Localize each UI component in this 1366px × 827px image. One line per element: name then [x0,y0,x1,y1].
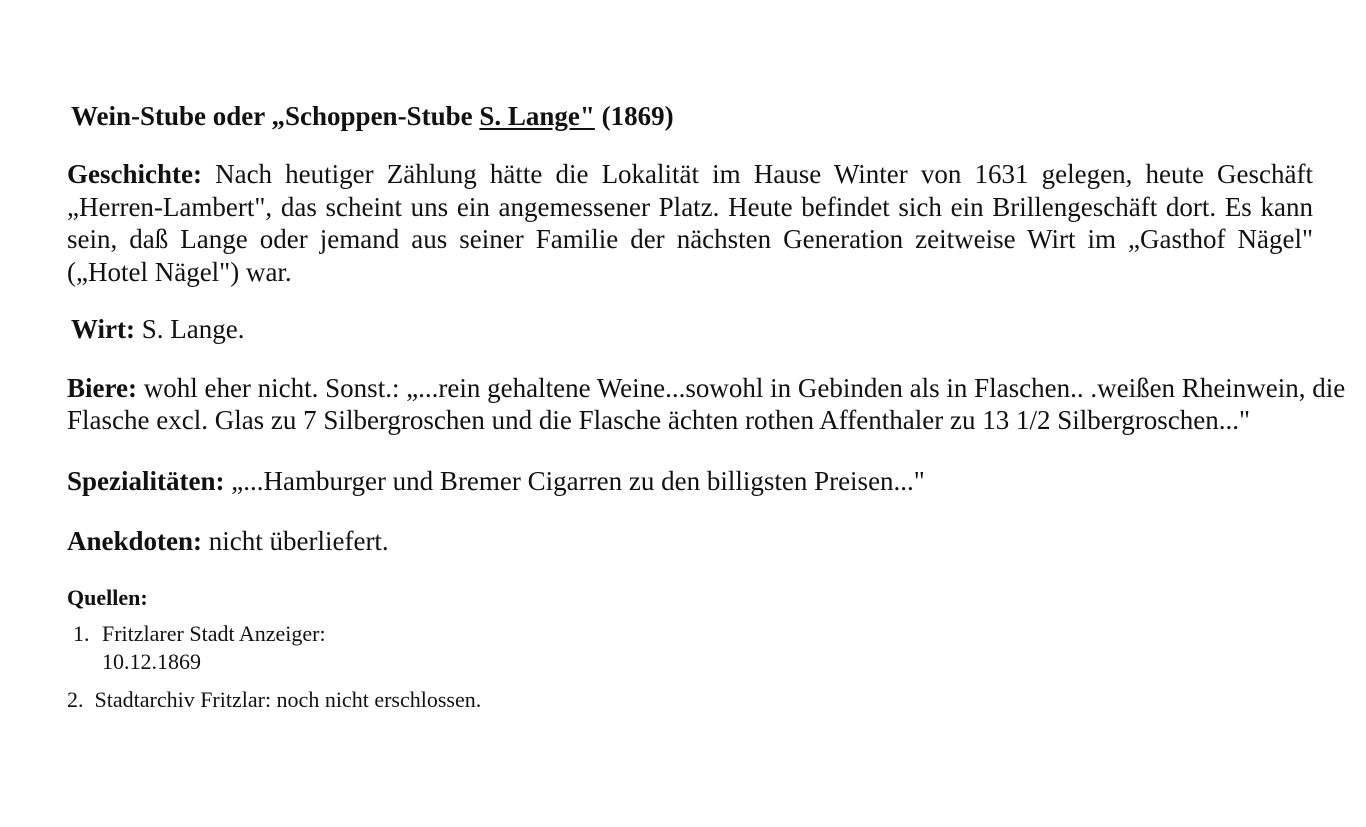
geschichte-label: Geschichte: [67,159,202,189]
quellen-heading: Quellen: [67,584,148,610]
section-anekdoten [67,525,1364,558]
title-year: (1869) [594,101,674,131]
wirt-text: S. Lange. [141,314,245,344]
section-spezialitaeten [67,465,1364,498]
source-text: Fritzlarer Stadt Anzeiger: 10.12.1869 [102,620,326,674]
biere-text-line-1: wohl eher nicht. Sonst.: „...rein gehaltene Weine...sowohl in Gebinden als in Flaschen.. .weißen Rheinwein, die [143,372,1346,403]
wirt-label: Wirt: [71,314,135,344]
section-geschichte [67,158,1313,288]
source-item [67,620,382,676]
spezialitaeten-text: „...Hamburger und Bremer Cigarren zu den billigsten Preisen..." [231,465,925,496]
biere-line-1 [67,372,1364,405]
sources-list [67,620,1364,714]
biere-text-line-2: Flasche excl. Glas zu 7 Silbergroschen und die Flasche ächten rothen Affenthaler zu 13 1/2 Silbergroschen..." [67,405,1250,435]
source-number: 1. [73,620,90,646]
document-title [71,98,1364,134]
source-item [67,686,1364,714]
anekdoten-label: Anekdoten: [67,526,203,556]
source-number: 2. [67,686,84,712]
anekdoten-text: nicht überliefert. [208,526,389,556]
source-text: Stadtarchiv Fritzlar: noch nicht erschlossen. [94,686,482,712]
title-prefix: Wein-Stube oder „Schoppen-Stube [71,101,480,131]
geschichte-text: Nach heutiger Zählung hätte die Lokalität im Hause Winter von 1631 gelegen, heute Geschäft „Herren-Lambert", das scheint uns ein angemessener Platz. Heute befindet sich ein Brillengeschäft dort. Es kann sein, daß Lange oder jemand aus seiner Familie der nächsten Generation zeitweise Wirt im „Gasthof Nägel" („Hotel Nägel") war. [67,159,1313,287]
section-wirt [71,313,1364,346]
title-underlined-name: S. Lange" [479,101,595,131]
document-page [67,98,1364,714]
spezialitaeten-label: Spezialitäten: [67,465,225,496]
biere-label: Biere: [67,372,137,403]
section-biere [67,372,1364,437]
